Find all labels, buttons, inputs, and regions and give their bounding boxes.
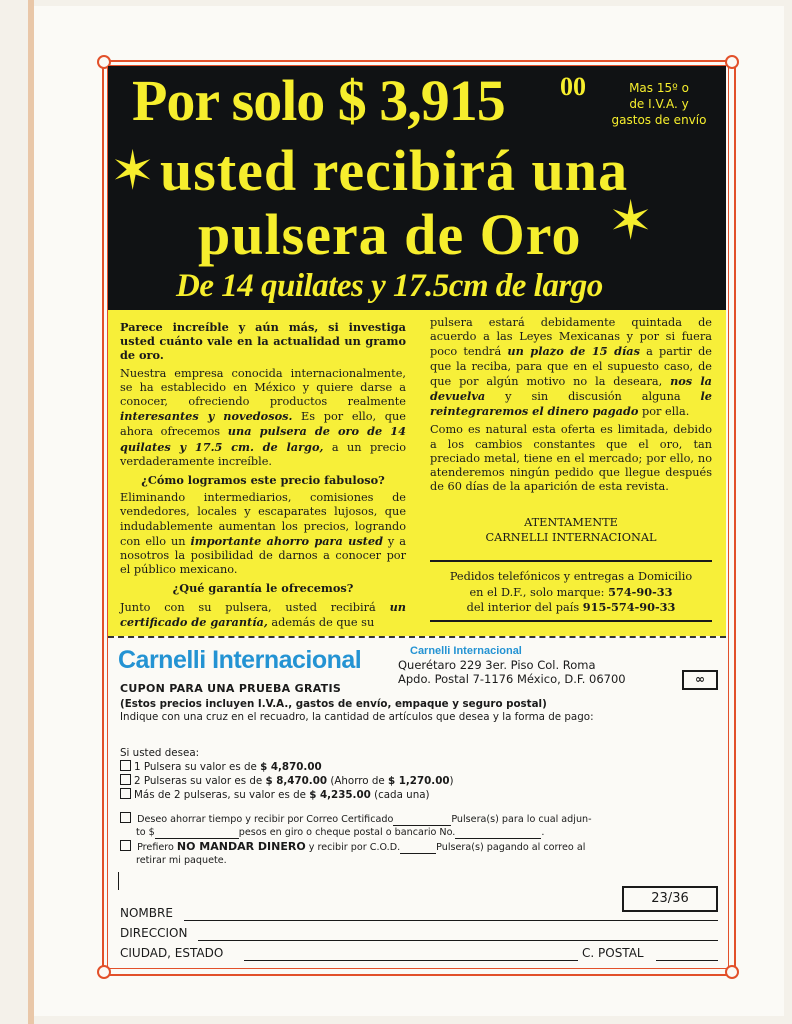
option-more-pulseras[interactable]: Más de 2 pulseras, su valor es de $ 4,235.00 (cada una) xyxy=(120,788,430,802)
headline-line-3: pulsera de Oro xyxy=(198,202,582,267)
city-label: CIUDAD, ESTADO xyxy=(120,946,224,960)
paragraph-return-policy: pulsera estará debidamente quintada de acuerdo a las Leyes Mexicanas y por si fuera poco tendrá un plazo de 15 días a partir de que la reciba, para que en el supuesto caso, de que por algún motivo no la deseara, nos la devuelva y sin discusión alguna le reintegraremos el dinero pagado por ella. xyxy=(430,316,713,419)
payment-checkbox[interactable] xyxy=(120,840,131,851)
option-checkbox[interactable] xyxy=(120,788,131,799)
payment-cod[interactable]: Prefiero NO MANDAR DINERO y recibir por C.O.D. Pulsera(s) pagando al correo al xyxy=(120,840,585,854)
city-field[interactable] xyxy=(244,960,578,961)
headline-tax-note: Mas 15º o de I.V.A. y gastos de envío xyxy=(611,81,707,127)
price-note: (Estos precios incluyen I.V.A., gastos de envío, empaque y seguro postal) xyxy=(120,698,547,710)
zip-label: C. POSTAL xyxy=(582,946,644,960)
option-1-pulsera[interactable]: 1 Pulsera su valor es de $ 4,870.00 xyxy=(120,760,322,774)
paragraph-intermediaries: Eliminando intermediarios, comisiones de vendedores, locales y escaparates lujosos, que indudablemente aumentan los precios, logrando con ello un importante ahorro para usted y a nosotros la posibilidad de darnos a conocer por el público mexicano. xyxy=(120,491,406,577)
address-company: Carnelli Internacional xyxy=(410,645,522,657)
quantity-blank[interactable] xyxy=(393,815,451,826)
intro-text: Parece increíble y aún más, si investiga usted cuánto vale en la actualidad un gramo de oro. xyxy=(120,320,406,363)
address-field[interactable] xyxy=(198,940,718,941)
headline-price: Por solo $ 3,915 xyxy=(132,68,505,133)
coupon-instructions: Indique con una cruz en el recuadro, la cantidad de artículos que desea y la forma de pago: xyxy=(120,711,594,723)
headline-subtitle: De 14 quilates y 17.5cm de largo xyxy=(176,268,603,304)
paragraph-company: Nuestra empresa conocida internacionalmente, se ha establecido en México y quiere darse a conocer, ofreciendo productos realmente interesantes y novedosos. Es por ello, que ahora ofrecemos una pulsera de oro de 14 quilates y 17.5 cm. de largo, a un precio verdaderamente increíble. xyxy=(120,366,407,468)
brand-logo: Carnelli Internacional xyxy=(118,646,362,674)
headline-panel xyxy=(108,66,726,310)
signature-block: ATENTAMENTE CARNELLI INTERNACIONAL xyxy=(485,516,657,544)
phone-orders: Pedidos telefónicos y entregas a Domicilio en el D.F., solo marque: 574-90-33 del interior del país 915-574-90-33 xyxy=(449,570,693,614)
text-cursor xyxy=(118,872,119,890)
infinity-box-icon: ∞ xyxy=(682,670,718,690)
amount-blank[interactable] xyxy=(155,828,239,839)
body-column-right xyxy=(430,316,712,498)
coupon-cut-line xyxy=(108,636,726,638)
order-coupon xyxy=(108,640,726,966)
cod-quantity-blank[interactable] xyxy=(400,843,436,854)
zip-field[interactable] xyxy=(656,960,718,961)
payment-cod-cont: retirar mi paquete. xyxy=(136,855,227,866)
mailing-address: Querétaro 229 3er. Piso Col. Roma Apdo. Postal 7-1176 México, D.F. 06700 xyxy=(398,658,626,686)
body-column-left xyxy=(120,320,406,634)
check-number-blank[interactable] xyxy=(455,828,541,839)
payment-amount-line: to $ pesos en giro o cheque postal o bancario No. . xyxy=(136,827,545,838)
name-field[interactable] xyxy=(184,920,718,921)
question-price: ¿Cómo logramos este precio fabuloso? xyxy=(141,473,385,488)
name-label: NOMBRE xyxy=(120,906,173,920)
option-checkbox[interactable] xyxy=(120,774,131,785)
paragraph-certificate: Junto con su pulsera, usted recibirá un certificado de garantía, además de que su xyxy=(120,599,406,629)
frame-corner-ornament xyxy=(725,55,739,69)
headline-cents: 00 xyxy=(560,72,586,101)
paragraph-limited-offer: Como es natural esta oferta es limitada, debido a los cambios constantes que el oro, tan preciado metal, tiene en el mercado; por ello, no atenderemos ningún pedido que llegue después de 60 días de la aparición de esta revista. xyxy=(430,423,712,494)
payment-checkbox[interactable] xyxy=(120,812,131,823)
headline-line-2: usted recibirá una xyxy=(160,138,629,203)
reference-number: 23/36 xyxy=(622,886,718,912)
ad-body xyxy=(108,310,726,636)
divider xyxy=(430,620,712,622)
payment-certified-mail[interactable]: Deseo ahorrar tiempo y recibir por Correo Certificado Pulsera(s) para lo cual adjun- xyxy=(120,812,592,826)
options-heading: Si usted desea: xyxy=(120,747,200,759)
option-checkbox[interactable] xyxy=(120,760,131,771)
coupon-title: CUPON PARA UNA PRUEBA GRATIS xyxy=(120,682,342,695)
sparkle-star-icon: ✶ xyxy=(608,189,654,252)
sparkle-star-icon: ✶ xyxy=(110,139,156,202)
frame-corner-ornament xyxy=(725,965,739,979)
option-2-pulseras[interactable]: 2 Pulseras su valor es de $ 8,470.00 (Ahorro de $ 1,270.00) xyxy=(120,774,454,788)
divider xyxy=(430,560,712,562)
address-label: DIRECCION xyxy=(120,926,188,940)
frame-corner-ornament xyxy=(97,965,111,979)
question-guarantee: ¿Qué garantía le ofrecemos? xyxy=(172,581,354,596)
